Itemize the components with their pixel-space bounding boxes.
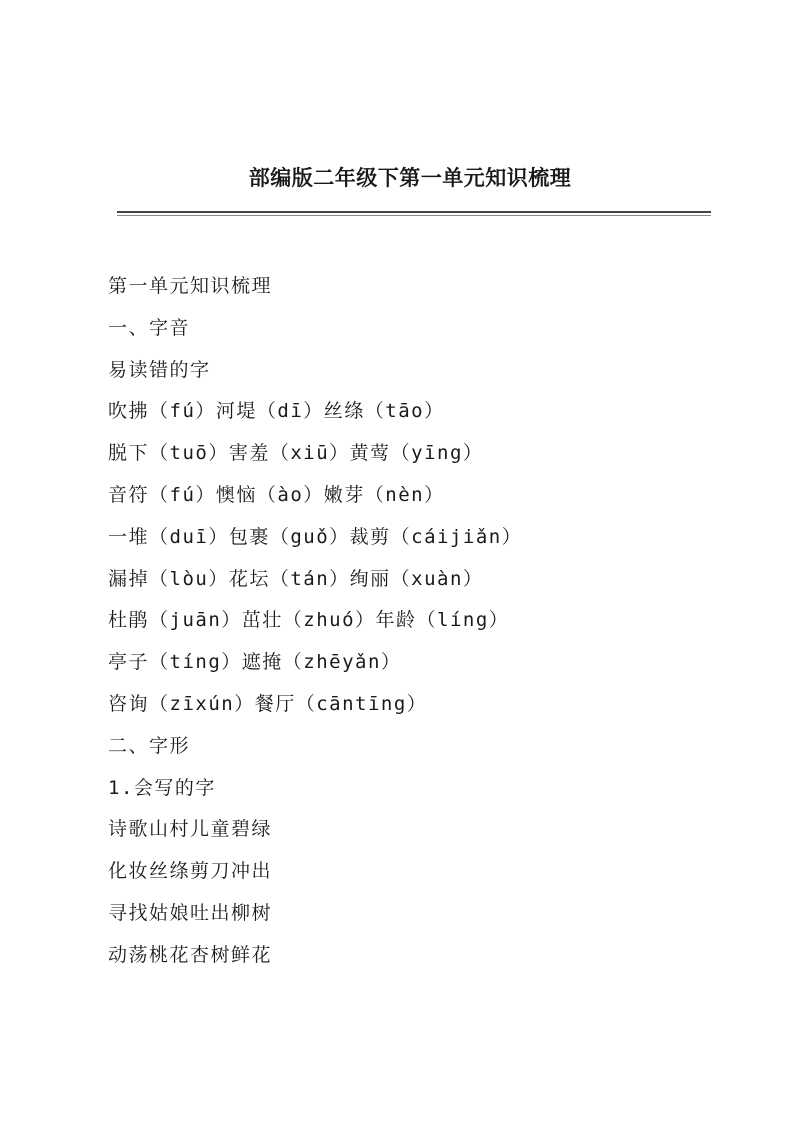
pinyin-line: 一堆（duī）包裹（guǒ）裁剪（cáijiǎn） xyxy=(108,525,523,548)
character-line: 寻找姑娘吐出柳树 xyxy=(108,901,273,924)
subsection-heading-form: 二、字形 xyxy=(108,734,191,757)
pinyin-line: 亭子（tíng）遮掩（zhēyǎn） xyxy=(108,651,402,674)
subsection-label: 1.会写的字 xyxy=(108,776,216,799)
pinyin-line: 脱下（tuō）害羞（xiū）黄莺（yīng） xyxy=(108,442,484,465)
character-line: 化妆丝绦剪刀冲出 xyxy=(108,860,273,883)
pinyin-line: 杜鹃（juān）茁壮（zhuó）年龄（líng） xyxy=(108,609,510,632)
subsection-heading-pronunciation: 一、字音 xyxy=(108,316,191,339)
pinyin-line: 吹拂（fú）河堤（dī）丝绦（tāo） xyxy=(108,400,445,423)
character-line: 动荡桃花杏树鲜花 xyxy=(108,943,273,966)
character-line: 诗歌山村儿童碧绿 xyxy=(108,818,273,841)
title-divider-thin xyxy=(117,215,711,216)
title-divider xyxy=(117,211,711,213)
section-heading: 第一单元知识梳理 xyxy=(108,275,273,297)
subsection-label: 易读错的字 xyxy=(108,358,211,381)
document-title: 部编版二年级下第一单元知识梳理 xyxy=(248,165,572,190)
pinyin-line: 咨询（zīxún）餐厅（cāntīng） xyxy=(108,692,428,715)
pinyin-line: 音符（fú）懊恼（ào）嫩芽（nèn） xyxy=(108,483,445,506)
document-body xyxy=(108,266,728,977)
pinyin-line: 漏掉（lòu）花坛（tán）绚丽（xuàn） xyxy=(108,567,484,590)
